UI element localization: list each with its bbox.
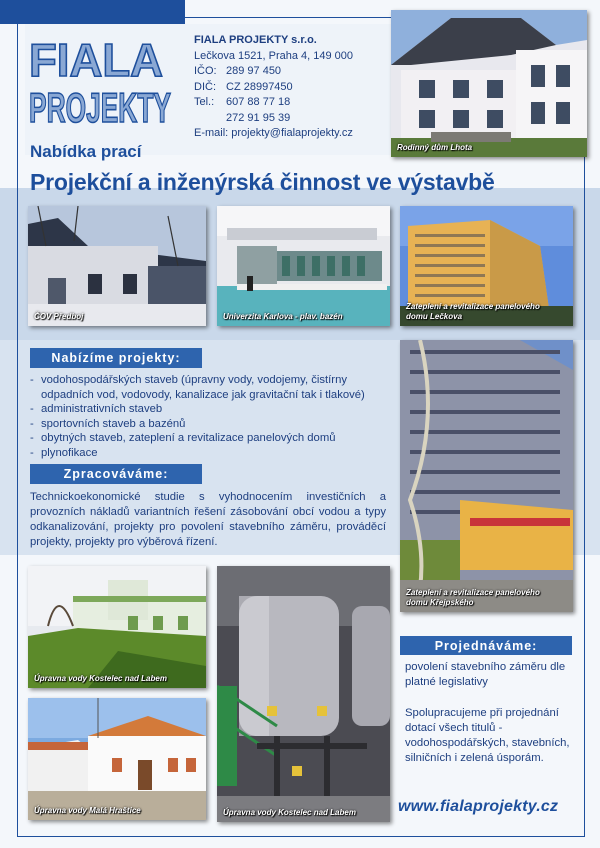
contact-block	[194, 33, 353, 142]
tel-label: Tel.:	[194, 96, 215, 108]
caption-leckova-line1: Zateplení a revitalizace panelového	[406, 302, 540, 311]
ico-value: 289 97 450	[226, 65, 282, 77]
caption-leckova-line2: domu Lečkova	[406, 312, 463, 321]
list-item: - sportovních staveb a bazénů	[30, 417, 385, 432]
heading-nabizime: Nabízíme projekty:	[30, 348, 202, 368]
list-item: - plynofikace	[30, 446, 385, 461]
email-link[interactable]: E-mail: projekty@fialaprojekty.cz	[194, 127, 353, 139]
text-zpracovavame: Technickoekonomické studie s vyhodnocením investičních a provozních nákladů variantních řešení zásobování obcí vodou a typy odkanalizování, projekty pro povolení stavebního záměru, prováděcí projekty, projekty pro výběrová řízení.	[30, 491, 386, 548]
svg-text:FIALA: FIALA	[29, 36, 163, 86]
photo-univerzita-karlova	[217, 206, 390, 326]
tel-2[interactable]: 272 91 95 39	[226, 111, 291, 124]
photo-krejpskeho	[400, 340, 573, 612]
company-name: FIALA PROJEKTY s.r.o.	[194, 34, 317, 46]
heading-zpracovavame: Zpracováváme:	[30, 464, 202, 484]
photo-kostelec-2	[217, 566, 390, 822]
text-projednavame-2: Spolupracujeme při projednání dotací všech titulů - vodohospodářských, stavebních, silničních i zelená úsporám.	[405, 707, 570, 764]
caption-kostelec-1: Úpravna vody Kostelec nad Labem	[34, 674, 167, 683]
photo-leckova	[400, 206, 573, 326]
list-item: - administrativních staveb	[30, 402, 385, 417]
svg-text:PROJEKTY: PROJEKTY	[29, 84, 171, 131]
heading-projednavame: Projednáváme:	[400, 636, 572, 655]
tel-1[interactable]: 607 88 77 18	[226, 96, 291, 108]
page-title: Projekční a inženýrská činnost ve výstavbě	[30, 169, 495, 195]
caption-krejpskeho-line2: domu Křejpského	[406, 598, 474, 607]
fiala-projekty-logo	[27, 36, 177, 136]
website-link[interactable]: www.fialaprojekty.cz	[398, 798, 559, 815]
list-nabizime	[30, 373, 385, 460]
photo-rodinny-dum-lhota	[391, 10, 587, 157]
photo-mala-hrastice	[28, 698, 206, 820]
caption-krejpskeho	[406, 588, 540, 608]
caption-karlova: Univerzita Karlova - plav. bazén	[223, 312, 343, 321]
caption-krejpskeho-line1: Zateplení a revitalizace panelového	[406, 588, 540, 597]
caption-lhota: Rodinný dům Lhota	[397, 143, 473, 152]
photo-cov-predboj	[28, 206, 206, 326]
caption-mala-hrastice: Úpravna vody Malá Hraštice	[34, 806, 141, 815]
dic-label: DIČ:	[194, 80, 216, 93]
page-subtitle: Nabídka prací	[30, 142, 142, 161]
list-item: - obytných staveb, zateplení a revitalizace panelových domů	[30, 431, 385, 446]
dic-value: CZ 28997450	[226, 80, 293, 93]
ico-label: IČO:	[194, 65, 217, 77]
address: Lečkova 1521, Praha 4, 149 000	[194, 49, 354, 62]
caption-predboj: ČOV Předboj	[34, 312, 84, 321]
list-item: - vodohospodářských staveb (úpravny vody, vodojemy, čistírny odpadních vod, vodovody, kanalizace jak gravitační tak i tlakové)	[30, 373, 385, 402]
caption-leckova	[406, 302, 540, 322]
text-projednavame-1: povolení stavebního záměru dle platné legislativy	[405, 661, 566, 688]
photo-kostelec-1	[28, 566, 206, 688]
caption-kostelec-2: Úpravna vody Kostelec nad Labem	[223, 808, 356, 817]
